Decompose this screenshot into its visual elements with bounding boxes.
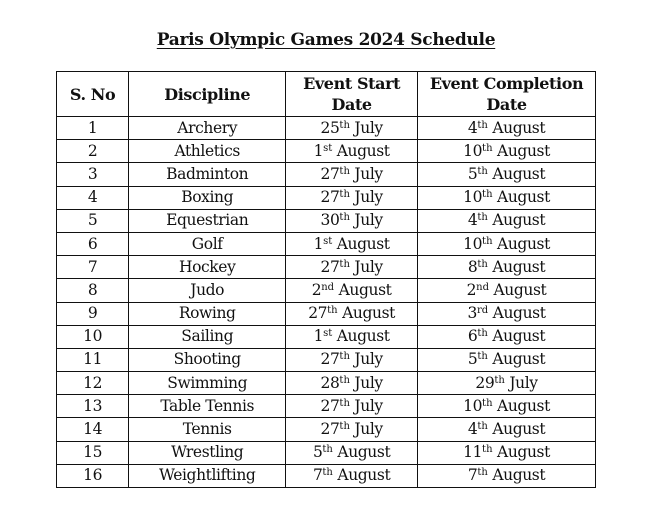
cell-completion-date bbox=[418, 117, 596, 140]
cell-start-date bbox=[286, 348, 418, 371]
table-row bbox=[57, 209, 596, 232]
date-day: 11 bbox=[463, 443, 483, 462]
date-suffix: th bbox=[482, 189, 493, 201]
date-month: July bbox=[354, 420, 383, 439]
cell-completion-date bbox=[418, 325, 596, 348]
table-row bbox=[57, 279, 596, 302]
cell-completion-date bbox=[418, 163, 596, 186]
cell-discipline: Swimming bbox=[129, 372, 286, 395]
date-day: 27 bbox=[320, 396, 340, 415]
date-suffix: th bbox=[339, 258, 350, 270]
cell-completion-date bbox=[418, 256, 596, 279]
cell-sno: 9 bbox=[57, 302, 129, 325]
cell-discipline: Table Tennis bbox=[129, 395, 286, 418]
date-month: August bbox=[497, 396, 550, 415]
cell-start-date bbox=[286, 464, 418, 487]
cell-sno: 5 bbox=[57, 209, 129, 232]
date-suffix: th bbox=[339, 212, 350, 224]
cell-completion-date bbox=[418, 302, 596, 325]
cell-start-date bbox=[286, 232, 418, 255]
cell-discipline: Golf bbox=[129, 232, 286, 255]
header-completion-date: Event Completion Date bbox=[418, 72, 596, 117]
date-day: 5 bbox=[312, 443, 323, 462]
date-suffix: th bbox=[339, 351, 350, 363]
date-day: 27 bbox=[320, 350, 340, 369]
date-month: July bbox=[354, 373, 383, 392]
date-month: August bbox=[492, 420, 546, 439]
cell-discipline: Archery bbox=[129, 117, 286, 140]
cell-completion-date bbox=[418, 372, 596, 395]
date-suffix: th bbox=[477, 467, 488, 479]
table-row bbox=[57, 256, 596, 279]
date-day: 27 bbox=[320, 257, 340, 276]
date-suffix: th bbox=[322, 467, 333, 479]
date-month: July bbox=[354, 257, 383, 276]
date-month: August bbox=[492, 164, 546, 183]
header-row bbox=[57, 72, 596, 117]
document-title bbox=[0, 30, 652, 50]
date-month: August bbox=[337, 466, 391, 485]
cell-completion-date bbox=[418, 279, 596, 302]
cell-start-date bbox=[286, 372, 418, 395]
date-suffix: th bbox=[339, 421, 350, 433]
header-sno: S. No bbox=[57, 72, 129, 117]
cell-discipline: Tennis bbox=[129, 418, 286, 441]
cell-discipline: Shooting bbox=[129, 348, 286, 371]
cell-start-date bbox=[286, 209, 418, 232]
cell-discipline: Equestrian bbox=[129, 209, 286, 232]
cell-discipline: Rowing bbox=[129, 302, 286, 325]
table-row bbox=[57, 117, 596, 140]
cell-start-date bbox=[286, 441, 418, 464]
date-month: August bbox=[492, 211, 546, 230]
date-month: July bbox=[354, 350, 383, 369]
cell-sno: 3 bbox=[57, 163, 129, 186]
date-suffix: th bbox=[322, 444, 333, 456]
header-start-date: Event Start Date bbox=[286, 72, 418, 117]
date-suffix: th bbox=[477, 165, 488, 177]
cell-sno: 12 bbox=[57, 372, 129, 395]
date-suffix: nd bbox=[476, 281, 489, 293]
table-row bbox=[57, 140, 596, 163]
date-day: 4 bbox=[467, 211, 478, 230]
date-suffix: th bbox=[482, 235, 493, 247]
cell-sno: 1 bbox=[57, 117, 129, 140]
date-day: 8 bbox=[467, 257, 478, 276]
cell-start-date bbox=[286, 418, 418, 441]
date-month: August bbox=[492, 466, 546, 485]
date-day: 10 bbox=[463, 141, 483, 160]
cell-sno: 4 bbox=[57, 186, 129, 209]
date-month: August bbox=[337, 443, 391, 462]
table-row bbox=[57, 325, 596, 348]
date-suffix: th bbox=[339, 374, 350, 386]
date-day: 29 bbox=[475, 373, 495, 392]
cell-completion-date bbox=[418, 464, 596, 487]
date-day: 10 bbox=[463, 234, 483, 253]
date-day: 10 bbox=[463, 188, 483, 207]
table-row bbox=[57, 395, 596, 418]
cell-sno: 14 bbox=[57, 418, 129, 441]
date-month: August bbox=[336, 234, 390, 253]
date-day: 3 bbox=[467, 304, 477, 323]
date-day: 27 bbox=[308, 304, 328, 323]
date-day: 27 bbox=[320, 164, 340, 183]
cell-discipline: Athletics bbox=[129, 140, 286, 163]
date-suffix: th bbox=[494, 374, 505, 386]
cell-discipline: Weightlifting bbox=[129, 464, 286, 487]
cell-start-date bbox=[286, 279, 418, 302]
date-suffix: rd bbox=[476, 305, 489, 317]
cell-start-date bbox=[286, 140, 418, 163]
date-day: 25 bbox=[320, 118, 340, 137]
cell-completion-date bbox=[418, 186, 596, 209]
cell-completion-date bbox=[418, 395, 596, 418]
date-month: August bbox=[493, 280, 547, 299]
date-suffix: st bbox=[323, 142, 333, 154]
title-text: Paris Olympic Games 2024 Schedule bbox=[156, 30, 496, 50]
date-month: July bbox=[354, 396, 383, 415]
date-day: 10 bbox=[463, 396, 483, 415]
date-day: 4 bbox=[467, 420, 478, 439]
cell-start-date bbox=[286, 163, 418, 186]
table-row bbox=[57, 372, 596, 395]
schedule-table bbox=[56, 71, 596, 488]
table-row bbox=[57, 163, 596, 186]
cell-discipline: Hockey bbox=[129, 256, 286, 279]
cell-completion-date bbox=[418, 209, 596, 232]
date-suffix: th bbox=[477, 212, 488, 224]
date-suffix: th bbox=[482, 142, 493, 154]
cell-discipline: Badminton bbox=[129, 163, 286, 186]
date-month: July bbox=[354, 118, 383, 137]
date-day: 7 bbox=[312, 466, 323, 485]
cell-sno: 15 bbox=[57, 441, 129, 464]
date-day: 27 bbox=[320, 420, 340, 439]
date-month: August bbox=[497, 443, 550, 462]
date-day: 6 bbox=[467, 327, 478, 346]
date-suffix: th bbox=[327, 305, 338, 317]
date-suffix: th bbox=[477, 258, 488, 270]
date-day: 30 bbox=[320, 211, 340, 230]
cell-sno: 8 bbox=[57, 279, 129, 302]
cell-completion-date bbox=[418, 232, 596, 255]
date-day: 5 bbox=[467, 164, 478, 183]
date-month: July bbox=[354, 164, 383, 183]
date-day: 1 bbox=[313, 327, 324, 346]
date-day: 2 bbox=[311, 280, 322, 299]
date-day: 7 bbox=[467, 466, 478, 485]
date-month: August bbox=[492, 304, 546, 323]
cell-sno: 7 bbox=[57, 256, 129, 279]
date-suffix: th bbox=[477, 119, 488, 131]
date-month: August bbox=[492, 118, 546, 137]
date-month: August bbox=[338, 280, 392, 299]
cell-start-date bbox=[286, 395, 418, 418]
date-month: August bbox=[492, 257, 546, 276]
cell-discipline: Sailing bbox=[129, 325, 286, 348]
cell-start-date bbox=[286, 117, 418, 140]
date-month: July bbox=[354, 188, 383, 207]
date-suffix: nd bbox=[321, 281, 335, 293]
date-suffix: th bbox=[482, 397, 493, 409]
date-month: August bbox=[336, 327, 390, 346]
cell-start-date bbox=[286, 325, 418, 348]
table-row bbox=[57, 348, 596, 371]
date-day: 2 bbox=[466, 280, 477, 299]
date-suffix: th bbox=[482, 444, 493, 456]
cell-start-date bbox=[286, 256, 418, 279]
date-suffix: st bbox=[323, 328, 333, 340]
date-day: 4 bbox=[467, 118, 478, 137]
date-suffix: th bbox=[339, 189, 350, 201]
date-suffix: th bbox=[477, 421, 488, 433]
date-month: August bbox=[492, 350, 546, 369]
date-suffix: th bbox=[339, 165, 350, 177]
date-month: August bbox=[342, 304, 396, 323]
date-suffix: th bbox=[477, 328, 488, 340]
table-row bbox=[57, 186, 596, 209]
header-discipline: Discipline bbox=[129, 72, 286, 117]
cell-sno: 13 bbox=[57, 395, 129, 418]
date-day: 1 bbox=[313, 234, 324, 253]
date-day: 28 bbox=[320, 373, 340, 392]
table-row bbox=[57, 464, 596, 487]
date-day: 27 bbox=[320, 188, 340, 207]
cell-sno: 2 bbox=[57, 140, 129, 163]
cell-start-date bbox=[286, 302, 418, 325]
table-row bbox=[57, 441, 596, 464]
cell-discipline: Wrestling bbox=[129, 441, 286, 464]
cell-start-date bbox=[286, 186, 418, 209]
date-month: August bbox=[336, 141, 390, 160]
date-day: 5 bbox=[467, 350, 478, 369]
cell-completion-date bbox=[418, 348, 596, 371]
date-month: July bbox=[354, 211, 383, 230]
date-month: July bbox=[509, 373, 538, 392]
cell-sno: 16 bbox=[57, 464, 129, 487]
date-month: August bbox=[497, 188, 550, 207]
cell-sno: 10 bbox=[57, 325, 129, 348]
cell-completion-date bbox=[418, 418, 596, 441]
date-day: 1 bbox=[313, 141, 324, 160]
cell-discipline: Boxing bbox=[129, 186, 286, 209]
table-row bbox=[57, 232, 596, 255]
cell-sno: 6 bbox=[57, 232, 129, 255]
cell-completion-date bbox=[418, 140, 596, 163]
date-suffix: th bbox=[477, 351, 488, 363]
table-row bbox=[57, 302, 596, 325]
cell-completion-date bbox=[418, 441, 596, 464]
cell-discipline: Judo bbox=[129, 279, 286, 302]
date-month: August bbox=[497, 141, 550, 160]
date-month: August bbox=[492, 327, 546, 346]
table-body bbox=[57, 117, 596, 488]
date-suffix: th bbox=[339, 397, 350, 409]
date-month: August bbox=[497, 234, 550, 253]
date-suffix: th bbox=[339, 119, 350, 131]
date-suffix: st bbox=[323, 235, 333, 247]
table-row bbox=[57, 418, 596, 441]
cell-sno: 11 bbox=[57, 348, 129, 371]
